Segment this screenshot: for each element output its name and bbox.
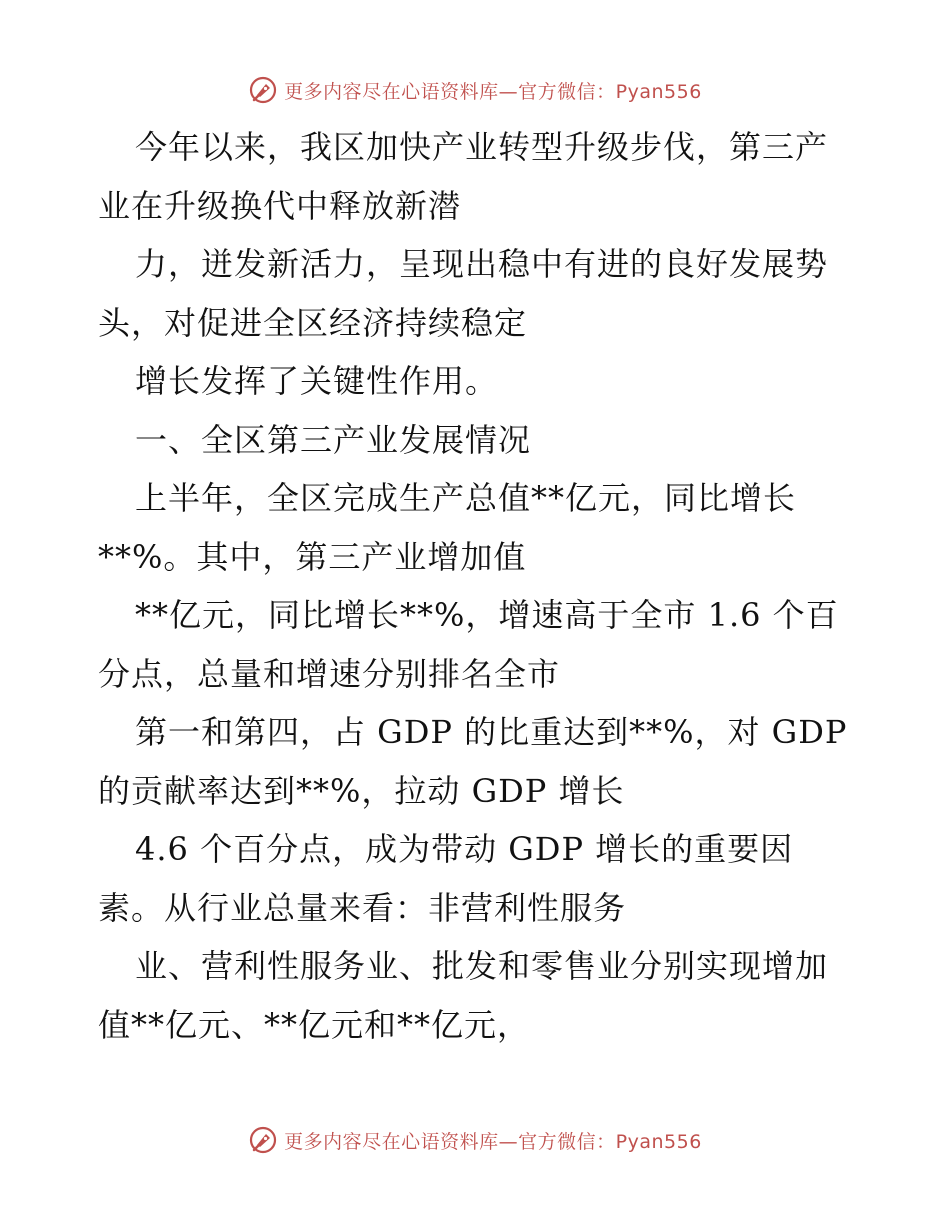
- pen-nib-logo-icon: [248, 1125, 278, 1155]
- document-line: 值**亿元、**亿元和**亿元，: [98, 1005, 531, 1044]
- footer-banner: [0, 1120, 950, 1160]
- document-line: 业、营利性服务业、批发和零售业分别实现增加: [135, 947, 829, 985]
- document-line: **%。其中，第三产业增加值: [98, 537, 527, 576]
- footer-banner-text: 更多内容尽在心语资料库—官方微信：Pyan556: [284, 1130, 702, 1153]
- document-line: 的贡献率达到**%，拉动 GDP 增长: [98, 771, 625, 810]
- document-line: 4.6 个百分点，成为带动 GDP 增长的重要因: [135, 830, 794, 868]
- document-line: 分点，总量和增速分别排名全市: [98, 654, 561, 693]
- document-body: [98, 118, 858, 1054]
- document-line: 业在升级换代中释放新潜: [98, 186, 462, 225]
- document-line: 力，迸发新活力，呈现出稳中有进的良好发展势: [135, 245, 829, 283]
- document-line: 一、全区第三产业发展情况: [135, 420, 532, 459]
- document-line: 今年以来，我区加快产业转型升级步伐，第三产: [135, 128, 829, 166]
- header-banner: [0, 70, 950, 110]
- document-line: 头，对促进全区经济持续稳定: [98, 303, 528, 342]
- document-line: 素。从行业总量来看：非营利性服务: [98, 888, 627, 927]
- document-line: **亿元，同比增长**%，增速高于全市 1.6 个百: [135, 596, 839, 634]
- document-line: 第一和第四，占 GDP 的比重达到**%，对 GDP: [135, 713, 848, 751]
- pen-nib-logo-icon: [248, 75, 278, 105]
- document-line: 上半年，全区完成生产总值**亿元，同比增长: [135, 479, 797, 517]
- document-line: 增长发挥了关键性作用。: [135, 362, 499, 400]
- header-banner-text: 更多内容尽在心语资料库—官方微信：Pyan556: [284, 80, 702, 103]
